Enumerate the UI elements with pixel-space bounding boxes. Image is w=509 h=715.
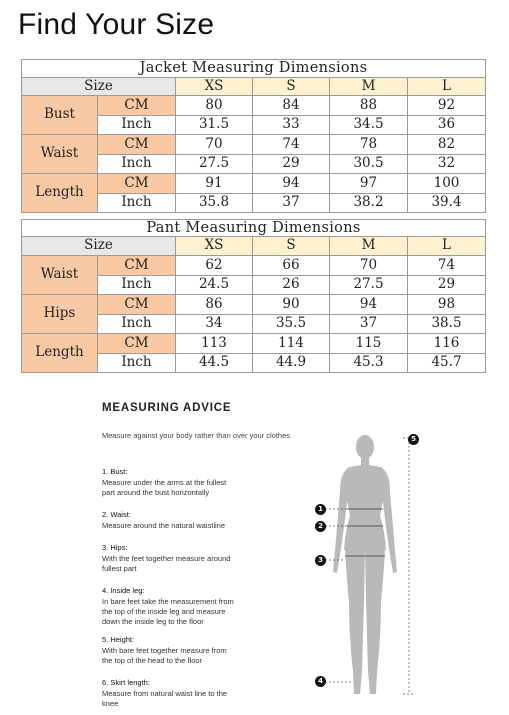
pant-size-s: S (253, 237, 330, 256)
unit-cm: CM (98, 135, 176, 155)
table-cell: 98 (408, 295, 486, 315)
unit-cm: CM (98, 295, 176, 315)
unit-cm: CM (98, 174, 176, 194)
pant-size-xs: XS (176, 237, 253, 256)
advice-item-inside-leg (102, 586, 272, 627)
unit-cm: CM (98, 256, 176, 276)
table-cell: 27.5 (176, 155, 253, 174)
advice-heading: MEASURING ADVICE (102, 402, 232, 414)
table-cell: 116 (408, 334, 486, 354)
advice-item-title: 1. Bust: (102, 467, 128, 476)
table-cell: 33 (253, 116, 330, 135)
table-cell: 97 (330, 174, 408, 194)
advice-item-hips (102, 543, 272, 574)
table-cell: 82 (408, 135, 486, 155)
table-cell: 39.4 (408, 194, 486, 213)
advice-item-line: Measure from natural waist line to the (102, 689, 228, 698)
advice-item-line: part around the bust horizontally (102, 488, 210, 497)
page-title: Find Your Size (18, 8, 215, 41)
jacket-size-xs: XS (176, 78, 253, 96)
pant-table-caption: Pant Measuring Dimensions (22, 220, 486, 237)
unit-cm: CM (98, 96, 176, 116)
advice-item-bust (102, 467, 272, 498)
table-cell: 35.8 (176, 194, 253, 213)
table-cell: 34 (176, 315, 253, 334)
advice-item-line: With bare feet together measure from (102, 646, 227, 655)
table-cell: 29 (408, 276, 486, 295)
advice-item-waist (102, 510, 272, 531)
jacket-table-caption: Jacket Measuring Dimensions (22, 60, 486, 78)
advice-item-title: 4. Inside leg: (102, 586, 145, 595)
table-cell: 44.5 (176, 354, 253, 373)
advice-item-title: 2. Waist: (102, 510, 131, 519)
marker-2: 2 (315, 521, 326, 532)
pant-size-label: Size (22, 237, 176, 256)
advice-item-title: 5. Height: (102, 635, 135, 644)
pant-measure-waist: Waist (22, 256, 98, 295)
unit-inch: Inch (98, 276, 176, 295)
table-cell: 70 (176, 135, 253, 155)
table-cell: 80 (176, 96, 253, 116)
pant-size-m: M (330, 237, 408, 256)
table-cell: 36 (408, 116, 486, 135)
jacket-size-m: M (330, 78, 408, 96)
jacket-size-table (21, 59, 486, 213)
table-cell: 45.7 (408, 354, 486, 373)
table-cell: 44.9 (253, 354, 330, 373)
table-cell: 29 (253, 155, 330, 174)
marker-4: 4 (315, 676, 326, 687)
table-cell: 74 (253, 135, 330, 155)
table-cell: 27.5 (330, 276, 408, 295)
marker-5: 5 (408, 434, 419, 445)
table-cell: 86 (176, 295, 253, 315)
table-cell: 38.5 (408, 315, 486, 334)
table-cell: 38.2 (330, 194, 408, 213)
table-cell: 90 (253, 295, 330, 315)
pant-size-table (21, 219, 486, 373)
advice-item-line: the top of the head to the floor (102, 656, 203, 665)
table-cell: 78 (330, 135, 408, 155)
table-cell: 114 (253, 334, 330, 354)
advice-item-line: In bare feet take the measurement from (102, 597, 234, 606)
jacket-measure-waist: Waist (22, 135, 98, 174)
table-cell: 32 (408, 155, 486, 174)
table-cell: 91 (176, 174, 253, 194)
jacket-measure-bust: Bust (22, 96, 98, 135)
advice-item-height (102, 635, 272, 666)
table-cell: 37 (330, 315, 408, 334)
marker-1: 1 (315, 504, 326, 515)
table-cell: 24.5 (176, 276, 253, 295)
jacket-size-l: L (408, 78, 486, 96)
advice-item-line: down the inside leg to the floor (102, 617, 204, 626)
table-cell: 74 (408, 256, 486, 276)
marker-3: 3 (315, 555, 326, 566)
advice-item-title: 6. Skirt length: (102, 678, 150, 687)
table-cell: 100 (408, 174, 486, 194)
body-silhouette-icon (319, 432, 419, 715)
pant-size-l: L (408, 237, 486, 256)
table-cell: 70 (330, 256, 408, 276)
table-cell: 26 (253, 276, 330, 295)
advice-item-line: Measure around the natural waistline (102, 521, 225, 530)
advice-intro: Measure against your body rather than over your clothes (102, 431, 291, 440)
body-silhouette-figure (319, 432, 419, 715)
unit-inch: Inch (98, 194, 176, 213)
advice-item-skirt-length (102, 678, 272, 709)
jacket-size-label: Size (22, 78, 176, 96)
table-cell: 92 (408, 96, 486, 116)
table-cell: 45.3 (330, 354, 408, 373)
unit-inch: Inch (98, 315, 176, 334)
unit-cm: CM (98, 334, 176, 354)
table-cell: 62 (176, 256, 253, 276)
advice-item-title: 3. Hips: (102, 543, 128, 552)
table-cell: 35.5 (253, 315, 330, 334)
unit-inch: Inch (98, 155, 176, 174)
pant-measure-length: Length (22, 334, 98, 373)
jacket-measure-length: Length (22, 174, 98, 213)
jacket-size-s: S (253, 78, 330, 96)
table-cell: 34.5 (330, 116, 408, 135)
table-cell: 94 (330, 295, 408, 315)
advice-item-line: Measure under the arms at the fullest (102, 478, 227, 487)
table-cell: 66 (253, 256, 330, 276)
advice-item-line: knee (102, 699, 119, 708)
table-cell: 113 (176, 334, 253, 354)
advice-item-line: the top of the inside leg and measure (102, 607, 226, 616)
table-cell: 115 (330, 334, 408, 354)
table-cell: 88 (330, 96, 408, 116)
table-cell: 31.5 (176, 116, 253, 135)
table-cell: 94 (253, 174, 330, 194)
unit-inch: Inch (98, 116, 176, 135)
table-cell: 30.5 (330, 155, 408, 174)
advice-item-line: With the feet together measure around (102, 554, 231, 563)
unit-inch: Inch (98, 354, 176, 373)
table-cell: 84 (253, 96, 330, 116)
measuring-advice-panel (93, 390, 433, 715)
table-cell: 37 (253, 194, 330, 213)
pant-measure-hips: Hips (22, 295, 98, 334)
advice-item-line: fullest part (102, 564, 137, 573)
